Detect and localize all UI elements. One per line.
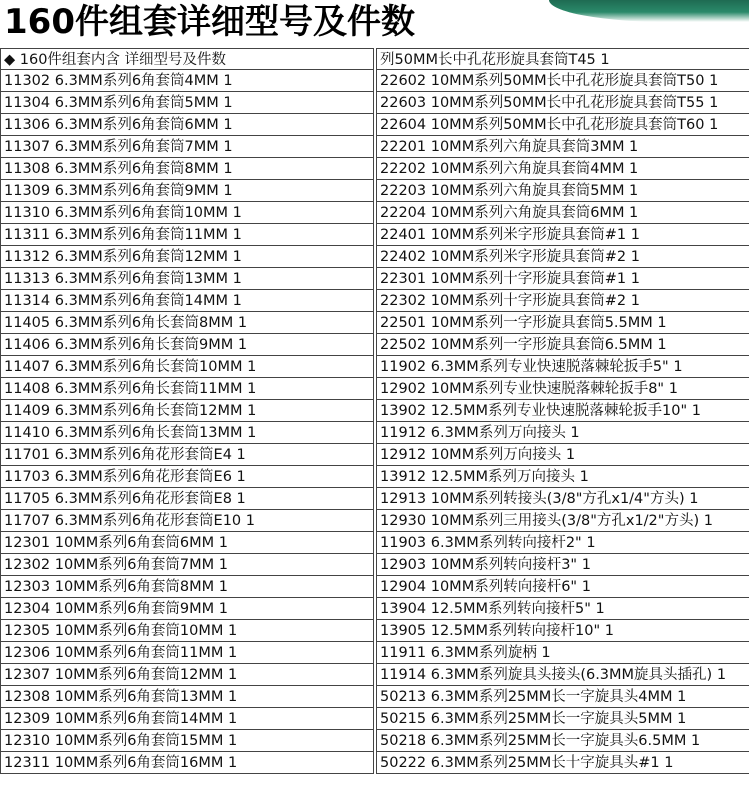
- table-row: 12307 10MM系列6角套筒12MM 1: [0, 664, 374, 686]
- table-row: 11408 6.3MM系列6角长套筒11MM 1: [0, 378, 374, 400]
- table-row: 列50MM长中孔花形旋具套筒T45 1: [376, 48, 749, 70]
- left-column: [0, 48, 374, 774]
- table-row: 22201 10MM系列六角旋具套筒3MM 1: [376, 136, 749, 158]
- table-row: 11902 6.3MM系列专业快速脱落棘轮扳手5" 1: [376, 356, 749, 378]
- table-row: 11304 6.3MM系列6角套筒5MM 1: [0, 92, 374, 114]
- table-row: 22402 10MM系列米字形旋具套筒#2 1: [376, 246, 749, 268]
- table-row: 11701 6.3MM系列6角花形套筒E4 1: [0, 444, 374, 466]
- table-row: 50213 6.3MM系列25MM长一字旋具头4MM 1: [376, 686, 749, 708]
- table-row: 22302 10MM系列十字形旋具套筒#2 1: [376, 290, 749, 312]
- table-row: 12912 10MM系列万向接头 1: [376, 444, 749, 466]
- table-row: 22604 10MM系列50MM长中孔花形旋具套筒T60 1: [376, 114, 749, 136]
- table-row: 22602 10MM系列50MM长中孔花形旋具套筒T50 1: [376, 70, 749, 92]
- table-row: 12304 10MM系列6角套筒9MM 1: [0, 598, 374, 620]
- decorative-corner-graphic: [549, 0, 749, 22]
- table-row: 22202 10MM系列六角旋具套筒4MM 1: [376, 158, 749, 180]
- table-row: 11406 6.3MM系列6角长套筒9MM 1: [0, 334, 374, 356]
- table-row: 12301 10MM系列6角套筒6MM 1: [0, 532, 374, 554]
- table-row: 12308 10MM系列6角套筒13MM 1: [0, 686, 374, 708]
- table-row: 11313 6.3MM系列6角套筒13MM 1: [0, 268, 374, 290]
- table-row: 11914 6.3MM系列旋具头接头(6.3MM旋具头插孔) 1: [376, 664, 749, 686]
- table-row: 11705 6.3MM系列6角花形套筒E8 1: [0, 488, 374, 510]
- table-row: 13902 12.5MM系列专业快速脱落棘轮扳手10" 1: [376, 400, 749, 422]
- table-row: 12309 10MM系列6角套筒14MM 1: [0, 708, 374, 730]
- table-row: 13912 12.5MM系列万向接头 1: [376, 466, 749, 488]
- table-row: 11306 6.3MM系列6角套筒6MM 1: [0, 114, 374, 136]
- table-row: 11308 6.3MM系列6角套筒8MM 1: [0, 158, 374, 180]
- table-row: 13905 12.5MM系列转向接杆10" 1: [376, 620, 749, 642]
- table-row: 11409 6.3MM系列6角长套筒12MM 1: [0, 400, 374, 422]
- table-row: 12305 10MM系列6角套筒10MM 1: [0, 620, 374, 642]
- table-row: 11703 6.3MM系列6角花形套筒E6 1: [0, 466, 374, 488]
- table-row: 11405 6.3MM系列6角长套筒8MM 1: [0, 312, 374, 334]
- table-row: 12311 10MM系列6角套筒16MM 1: [0, 752, 374, 774]
- table-row: 11312 6.3MM系列6角套筒12MM 1: [0, 246, 374, 268]
- table-row: 11307 6.3MM系列6角套筒7MM 1: [0, 136, 374, 158]
- table-row: 11912 6.3MM系列万向接头 1: [376, 422, 749, 444]
- table-row: 22501 10MM系列一字形旋具套筒5.5MM 1: [376, 312, 749, 334]
- table-row: 11410 6.3MM系列6角长套筒13MM 1: [0, 422, 374, 444]
- table-row: 12903 10MM系列转向接杆3" 1: [376, 554, 749, 576]
- table-row: 22203 10MM系列六角旋具套筒5MM 1: [376, 180, 749, 202]
- table-row: 12904 10MM系列转向接杆6" 1: [376, 576, 749, 598]
- table-row: 11311 6.3MM系列6角套筒11MM 1: [0, 224, 374, 246]
- table-row: 22301 10MM系列十字形旋具套筒#1 1: [376, 268, 749, 290]
- page-title: 160件组套详细型号及件数: [4, 2, 415, 42]
- table-row: 12930 10MM系列三用接头(3/8"方孔x1/2"方头) 1: [376, 510, 749, 532]
- table-row: 12310 10MM系列6角套筒15MM 1: [0, 730, 374, 752]
- table-row: 11314 6.3MM系列6角套筒14MM 1: [0, 290, 374, 312]
- table-row: 11707 6.3MM系列6角花形套筒E10 1: [0, 510, 374, 532]
- table-header-cell: ◆ 160件组套内含 详细型号及件数: [0, 48, 374, 70]
- table-row: 22401 10MM系列米字形旋具套筒#1 1: [376, 224, 749, 246]
- table-row: 11302 6.3MM系列6角套筒4MM 1: [0, 70, 374, 92]
- table-row: 11310 6.3MM系列6角套筒10MM 1: [0, 202, 374, 224]
- table-row: 11309 6.3MM系列6角套筒9MM 1: [0, 180, 374, 202]
- table-row: 12302 10MM系列6角套筒7MM 1: [0, 554, 374, 576]
- table-row: 11903 6.3MM系列转向接杆2" 1: [376, 532, 749, 554]
- table-row: 11407 6.3MM系列6角长套筒10MM 1: [0, 356, 374, 378]
- table-row: 11911 6.3MM系列旋柄 1: [376, 642, 749, 664]
- table-row: 12902 10MM系列专业快速脱落棘轮扳手8" 1: [376, 378, 749, 400]
- table-row: 12913 10MM系列转接头(3/8"方孔x1/4"方头) 1: [376, 488, 749, 510]
- table-row: 22204 10MM系列六角旋具套筒6MM 1: [376, 202, 749, 224]
- table-row: 12303 10MM系列6角套筒8MM 1: [0, 576, 374, 598]
- right-column: [376, 48, 749, 774]
- table-row: 22502 10MM系列一字形旋具套筒6.5MM 1: [376, 334, 749, 356]
- table-row: 22603 10MM系列50MM长中孔花形旋具套筒T55 1: [376, 92, 749, 114]
- table-row: 12306 10MM系列6角套筒11MM 1: [0, 642, 374, 664]
- table-row: 13904 12.5MM系列转向接杆5" 1: [376, 598, 749, 620]
- table-row: 50222 6.3MM系列25MM长十字旋具头#1 1: [376, 752, 749, 774]
- table-row: 50218 6.3MM系列25MM长一字旋具头6.5MM 1: [376, 730, 749, 752]
- table-row: 50215 6.3MM系列25MM长一字旋具头5MM 1: [376, 708, 749, 730]
